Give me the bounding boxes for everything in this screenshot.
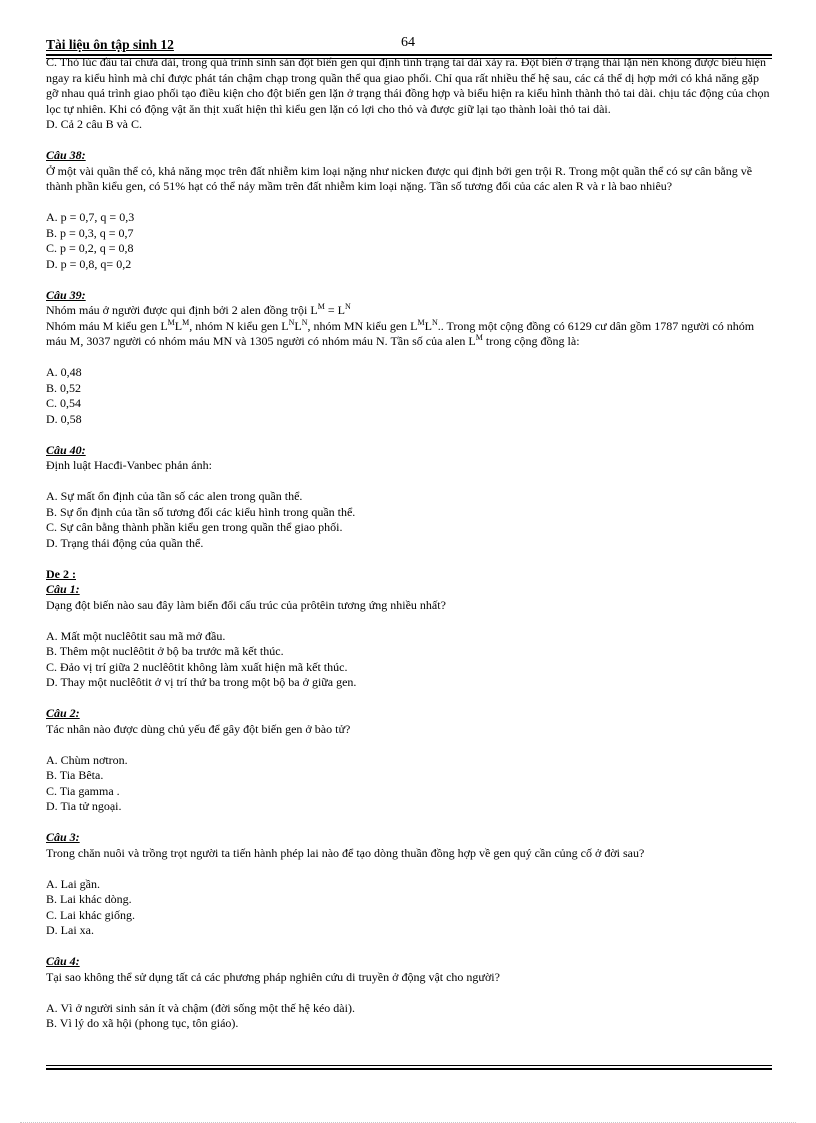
question-38-label: Câu 38:	[46, 148, 86, 162]
question-39-option-a: A. 0,48	[46, 365, 82, 379]
de2-question-3-option-d: D. Lai xa.	[46, 923, 94, 937]
question-39-line-1: Nhóm máu ở người được qui định bởi 2 alen đồng trội $L^M = L^N$	[46, 302, 351, 317]
footer-rule-thick	[46, 1068, 772, 1070]
de2-question-3-text: Trong chăn nuôi và trồng trọt người ta tiến hành phép lai nào để tạo dòng thuần đồng hợp về gen quý cần củng cố ở đời sau?	[46, 845, 645, 860]
question-38-option-b: B. p = 0,3, q = 0,7	[46, 225, 134, 240]
de2-question-4-label: Câu 4:	[46, 954, 80, 968]
de2-question-1-label: Câu 1:	[46, 582, 80, 596]
de2-question-2-text: Tác nhân nào được dùng chủ yếu để gây đột biến gen ở bào tử?	[46, 721, 351, 736]
document-page	[46, 0, 772, 1123]
document-body	[46, 55, 772, 1065]
question-39-option-d: D. 0,58	[46, 411, 82, 426]
de2-question-2-option-a: A. Chùm nơtron.	[46, 752, 128, 767]
question-39-label: Câu 39:	[46, 287, 86, 302]
de2-question-2-label: Câu 2:	[46, 706, 80, 720]
de2-question-1-text: Dạng đột biến nào sau đây làm biến đổi cấu trúc của prôtêin tương ứng nhiều nhất?	[46, 597, 446, 612]
de2-question-4-option-b: B. Vì lý do xã hội (phong tục, tôn giáo).	[46, 1016, 239, 1030]
question-39-text: Nhóm máu M kiểu gen $L^ML^M$, nhóm N kiểu gen $L^NL^N$, nhóm MN kiểu gen $L^ML^N$.. Trong một cộng đồng có 6129 cư dân gồm 1787 người có nhóm máu M, 3037 người có nhóm máu MN và 1305 người có nhóm máu N. Tần số của alen $L^M$ trong cộng đồng là:	[46, 317, 755, 348]
continued-option-d: D. Cả 2 câu B và C.	[46, 117, 142, 131]
de2-question-1-option-a: A. Mất một nuclêôtit sau mã mở đầu.	[46, 628, 226, 643]
question-38-option-c: C. p = 0,2, q = 0,8	[46, 241, 134, 255]
section-de-2: De 2 :	[46, 566, 76, 581]
de2-question-3-option-b: B. Lai khác dòng.	[46, 892, 132, 906]
question-40-option-a: A. Sự mất ổn định của tần số các alen trong quần thể.	[46, 489, 303, 503]
de2-question-1-option-b: B. Thêm một nuclêôtit ở bộ ba trước mã kết thúc.	[46, 644, 284, 658]
de2-question-1-option-c: C. Đảo vị trí giữa 2 nuclêôtit không làm xuất hiện mã kết thúc.	[46, 659, 348, 674]
de2-question-2-option-d: D. Tia tử ngoại.	[46, 799, 122, 813]
de2-question-1-option-d: D. Thay một nuclêôtit ở vị trí thứ ba trong một bộ ba ở giữa gen.	[46, 675, 357, 689]
question-39-option-c: C. 0,54	[46, 396, 82, 410]
page-number: 64	[401, 35, 415, 50]
de2-question-4-text: Tại sao không thể sử dụng tất cả các phương pháp nghiên cứu di truyền ở động vật cho người?	[46, 969, 500, 984]
continued-option-c: C. Thỏ lúc đầu tai chưa dài, trong quá trình sinh sản đột biến gen qui định tính trạng tai dài xảy ra. Đột biến ở trạng thái lặn nên không được biểu hiện ngay ra kiểu hình mà chỉ được phát tán chậm chạp trong quần thể qua giao phối. Chỉ qua rất nhiều thế hệ sau, các cá thể dị hợp mới có khả năng gặp gỡ nhau quá trình giao phối tạo điều kiện cho đột biến gen lặn ở trạng thái đồng hợp và biểu hiện ra kiểu hình thành thỏ tai dài. chịu tác động của chọn lọc tự nhiên. Khi có động vật ăn thịt xuất hiện thì kiểu gen lặn có lợi cho thỏ và được giữ lại tạo thành loài thỏ tai dài.	[46, 55, 770, 116]
footer-rule-thin	[46, 1065, 772, 1066]
header-title: Tài liệu ôn tập sinh 12	[46, 37, 174, 52]
question-40-option-b: B. Sự ổn định của tần số tương đối các kiểu hình trong quần thể.	[46, 504, 356, 519]
de2-question-3-label: Câu 3:	[46, 830, 80, 844]
question-38-option-a: A. p = 0,7, q = 0,3	[46, 210, 135, 224]
de2-question-4-option-a: A. Vì ở người sinh sản ít và chậm (đời sống một thế hệ kéo dài).	[46, 1000, 355, 1015]
question-40-text: Định luật Hacđi-Vanbec phản ánh:	[46, 458, 212, 472]
de2-question-3-option-a: A. Lai gần.	[46, 876, 100, 891]
question-40-label: Câu 40:	[46, 442, 86, 457]
de2-question-2-option-c: C. Tia gamma .	[46, 783, 120, 798]
de2-question-3-option-c: C. Lai khác giống.	[46, 907, 135, 922]
question-38-option-d: D. p = 0,8, q= 0,2	[46, 256, 132, 271]
question-40-option-c: C. Sự cân bằng thành phần kiểu gen trong quần thể giao phối.	[46, 520, 343, 534]
de2-question-2-option-b: B. Tia Bêta.	[46, 768, 104, 782]
question-40-option-d: D. Trạng thái động của quần thể.	[46, 535, 204, 550]
page-header	[46, 37, 772, 54]
question-38-text: Ở một vài quần thể cỏ, khả năng mọc trên đất nhiễm kim loại nặng như nicken được qui định bởi gen trội R. Trong một quần thể có sự cân bằng về thành phần kiểu gen, có 51% hạt có thể nảy mầm trên đất nhiễm kim loại nặng. Tần số tương đối của các alen R và r là bao nhiêu?	[46, 163, 753, 193]
question-39-option-b: B. 0,52	[46, 380, 82, 395]
